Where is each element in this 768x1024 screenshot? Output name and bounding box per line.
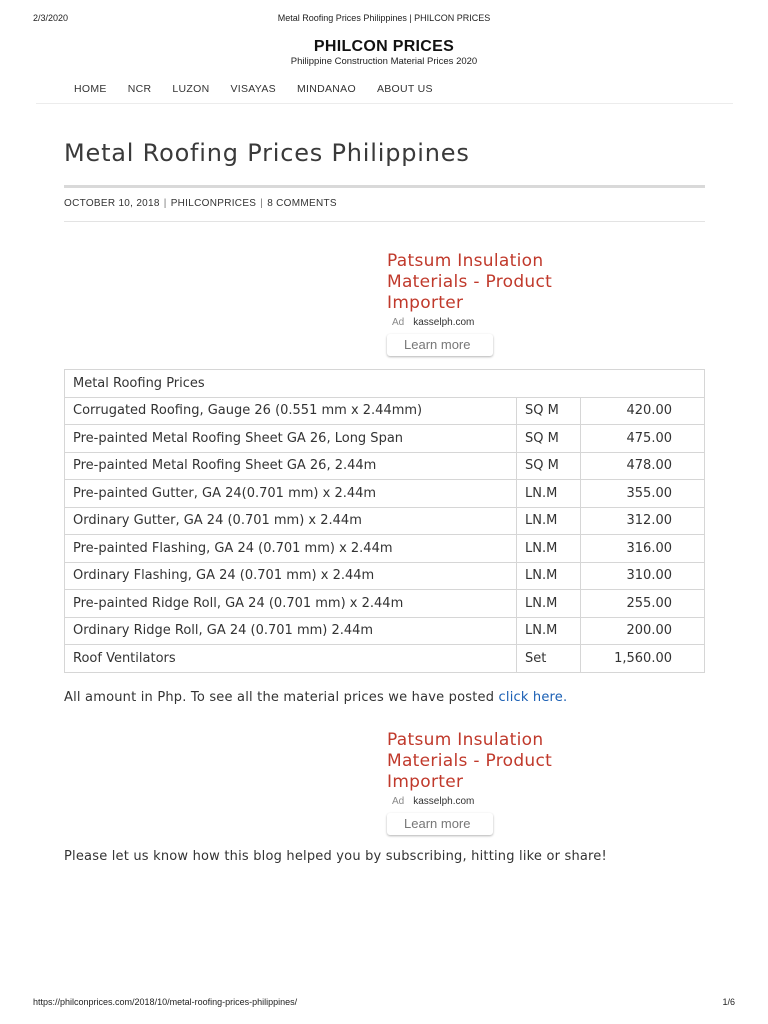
- table-row: [65, 590, 705, 618]
- price-cell: 200.00: [581, 617, 705, 645]
- ad-badge: Ad: [392, 796, 405, 807]
- table-row: [65, 645, 705, 673]
- price-cell: 1,560.00: [581, 645, 705, 673]
- print-header: [0, 13, 768, 27]
- ad-headline-line[interactable]: Materials - Product: [387, 751, 553, 771]
- subscribe-prompt: Please let us know how this blog helped you by subscribing, hitting like or share!: [64, 849, 607, 864]
- main-nav: [74, 83, 454, 95]
- ad-headline-line[interactable]: Importer: [387, 293, 464, 313]
- item-cell: Pre-painted Gutter, GA 24(0.701 mm) x 2.44m: [65, 480, 517, 508]
- unit-cell: SQ M: [517, 452, 581, 480]
- print-page-title: Metal Roofing Prices Philippines | PHILCON PRICES: [277, 13, 491, 23]
- ad-badge: Ad: [392, 317, 405, 328]
- price-cell: 255.00: [581, 590, 705, 618]
- ad-source: [387, 796, 493, 807]
- print-date: 2/3/2020: [33, 13, 69, 23]
- item-cell: Pre-painted Ridge Roll, GA 24 (0.701 mm) x 2.44m: [65, 590, 517, 618]
- unit-cell: LN.M: [517, 562, 581, 590]
- table-row: [65, 507, 705, 535]
- ad-domain[interactable]: kasselph.com: [413, 317, 475, 328]
- ad-headline[interactable]: [387, 730, 553, 793]
- item-cell: Ordinary Gutter, GA 24 (0.701 mm) x 2.44m: [65, 507, 517, 535]
- price-cell: 310.00: [581, 562, 705, 590]
- ad-banner[interactable]: [387, 730, 553, 835]
- amount-note-text: All amount in Php. To see all the material prices we have posted: [64, 690, 499, 705]
- unit-cell: SQ M: [517, 397, 581, 425]
- nav-divider: [36, 103, 733, 104]
- site-title[interactable]: PHILCON PRICES: [313, 38, 455, 55]
- price-table: [64, 369, 705, 673]
- ad-headline[interactable]: [387, 251, 553, 314]
- nav-item-ncr[interactable]: NCR: [127, 83, 152, 95]
- post-comments-link[interactable]: 8 COMMENTS: [267, 198, 337, 209]
- price-cell: 420.00: [581, 397, 705, 425]
- table-row: [65, 452, 705, 480]
- meta-separator: |: [163, 198, 167, 209]
- ad-headline-line[interactable]: Importer: [387, 772, 464, 792]
- meta-separator: |: [260, 198, 264, 209]
- item-cell: Pre-painted Flashing, GA 24 (0.701 mm) x 2.44m: [65, 535, 517, 563]
- title-divider: [64, 185, 705, 188]
- item-cell: Corrugated Roofing, Gauge 26 (0.551 mm x 2.44mm): [65, 397, 517, 425]
- table-row: [65, 562, 705, 590]
- table-row: [65, 480, 705, 508]
- nav-item-about-us[interactable]: ABOUT US: [376, 83, 433, 95]
- print-url: https://philconprices.com/2018/10/metal-roofing-prices-philippines/: [33, 997, 298, 1007]
- nav-item-luzon[interactable]: LUZON: [172, 83, 210, 95]
- unit-cell: LN.M: [517, 480, 581, 508]
- price-cell: 355.00: [581, 480, 705, 508]
- post-title: Metal Roofing Prices Philippines: [64, 139, 470, 167]
- table-row: [65, 617, 705, 645]
- post-date: OCTOBER 10, 2018: [64, 198, 160, 209]
- item-cell: Pre-painted Metal Roofing Sheet GA 26, Long Span: [65, 425, 517, 453]
- ad-banner[interactable]: [387, 251, 553, 356]
- nav-item-mindanao[interactable]: MINDANAO: [296, 83, 356, 95]
- unit-cell: LN.M: [517, 617, 581, 645]
- nav-item-home[interactable]: HOME: [74, 83, 107, 95]
- item-cell: Ordinary Flashing, GA 24 (0.701 mm) x 2.44m: [65, 562, 517, 590]
- post-meta: [64, 198, 337, 209]
- price-cell: 475.00: [581, 425, 705, 453]
- ad-learn-more-button[interactable]: Learn more: [387, 334, 493, 356]
- unit-cell: LN.M: [517, 590, 581, 618]
- table-row: [65, 535, 705, 563]
- item-cell: Ordinary Ridge Roll, GA 24 (0.701 mm) 2.44m: [65, 617, 517, 645]
- ad-source: [387, 317, 493, 328]
- table-row: [65, 397, 705, 425]
- all-prices-link[interactable]: click here.: [498, 690, 568, 705]
- ad-domain[interactable]: kasselph.com: [413, 796, 475, 807]
- price-cell: 316.00: [581, 535, 705, 563]
- site-tagline: Philippine Construction Material Prices 2020: [290, 56, 478, 67]
- unit-cell: LN.M: [517, 535, 581, 563]
- unit-cell: Set: [517, 645, 581, 673]
- table-row: [65, 425, 705, 453]
- price-cell: 312.00: [581, 507, 705, 535]
- nav-item-visayas[interactable]: VISAYAS: [230, 83, 276, 95]
- ad-learn-more-button[interactable]: Learn more: [387, 813, 493, 835]
- table-caption: Metal Roofing Prices: [65, 370, 705, 398]
- table-caption-row: [65, 370, 705, 398]
- amount-note: [64, 690, 567, 705]
- ad-headline-line[interactable]: Patsum Insulation: [387, 251, 544, 271]
- print-page-number: 1/6: [722, 997, 735, 1007]
- item-cell: Roof Ventilators: [65, 645, 517, 673]
- price-cell: 478.00: [581, 452, 705, 480]
- unit-cell: SQ M: [517, 425, 581, 453]
- meta-divider: [64, 221, 705, 222]
- post-author-link[interactable]: PHILCONPRICES: [170, 198, 257, 209]
- unit-cell: LN.M: [517, 507, 581, 535]
- item-cell: Pre-painted Metal Roofing Sheet GA 26, 2.44m: [65, 452, 517, 480]
- ad-headline-line[interactable]: Materials - Product: [387, 272, 553, 292]
- ad-headline-line[interactable]: Patsum Insulation: [387, 730, 544, 750]
